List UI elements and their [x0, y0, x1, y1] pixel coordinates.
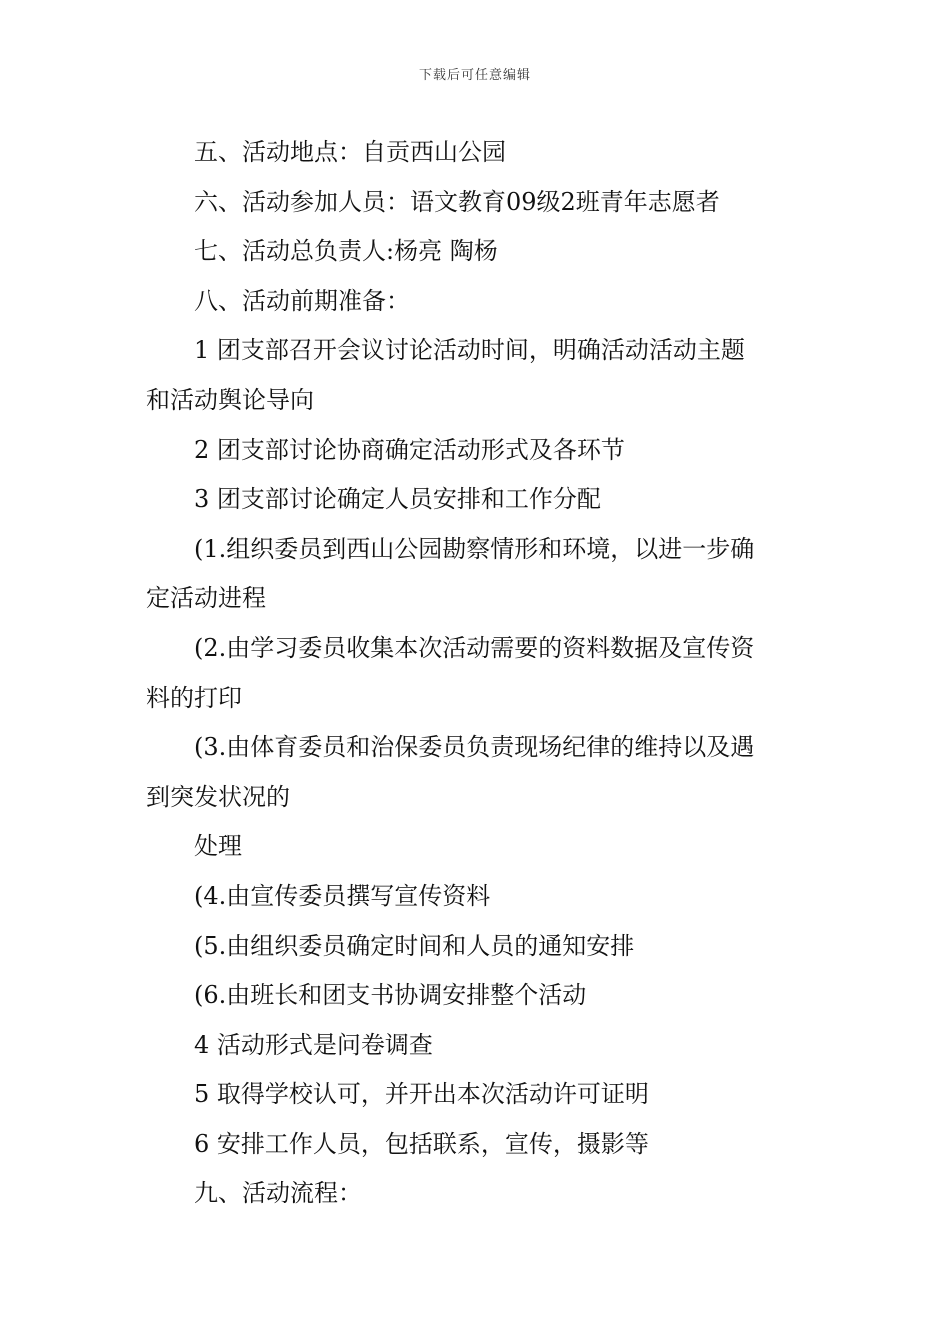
section-5-location: 五、活动地点：自贡西山公园: [194, 138, 506, 166]
prep-item-3: 3 团支部讨论确定人员安排和工作分配: [194, 485, 601, 514]
section-6-participants: 六、活动参加人员：语文教育09级2班青年志愿者: [194, 187, 720, 216]
subitem-3: (3.由体育委员和治保委员负责现场纪律的维持以及遇: [194, 733, 755, 762]
subitem-1-continued: 定活动进程: [146, 584, 266, 613]
prep-item-1-continued: 和活动舆论导向: [146, 385, 314, 414]
subitem-3-continued: 到突发状况的: [146, 782, 290, 811]
prep-item-5: 5 取得学校认可，并开出本次活动许可证明: [194, 1080, 649, 1109]
prep-item-6: 6 安排工作人员，包括联系，宣传，摄影等: [194, 1129, 649, 1158]
section-7-leaders: 七、活动总负责人:杨亮 陶杨: [194, 237, 498, 266]
prep-item-1: 1 团支部召开会议讨论活动时间，明确活动活动主题: [194, 336, 745, 365]
subitem-2-continued: 料的打印: [146, 683, 242, 712]
subitem-3-tail: 处理: [194, 832, 242, 861]
prep-item-4: 4 活动形式是问卷调查: [194, 1030, 433, 1059]
subitem-1: (1.组织委员到西山公园勘察情形和环境，以进一步确: [194, 534, 755, 563]
document-body: [146, 128, 810, 1219]
section-8-heading: 八、活动前期准备：: [194, 286, 410, 315]
section-9-heading: 九、活动流程：: [194, 1179, 362, 1208]
subitem-2: (2.由学习委员收集本次活动需要的资料数据及宣传资: [194, 633, 755, 662]
subitem-5: (5.由组织委员确定时间和人员的通知安排: [194, 931, 635, 960]
page-header-note: 下载后可任意编辑: [418, 68, 531, 83]
subitem-4: (4.由宣传委员撰写宣传资料: [194, 881, 491, 910]
prep-item-2: 2 团支部讨论协商确定活动形式及各环节: [194, 435, 625, 464]
subitem-6: (6.由班长和团支书协调安排整个活动: [194, 981, 587, 1010]
